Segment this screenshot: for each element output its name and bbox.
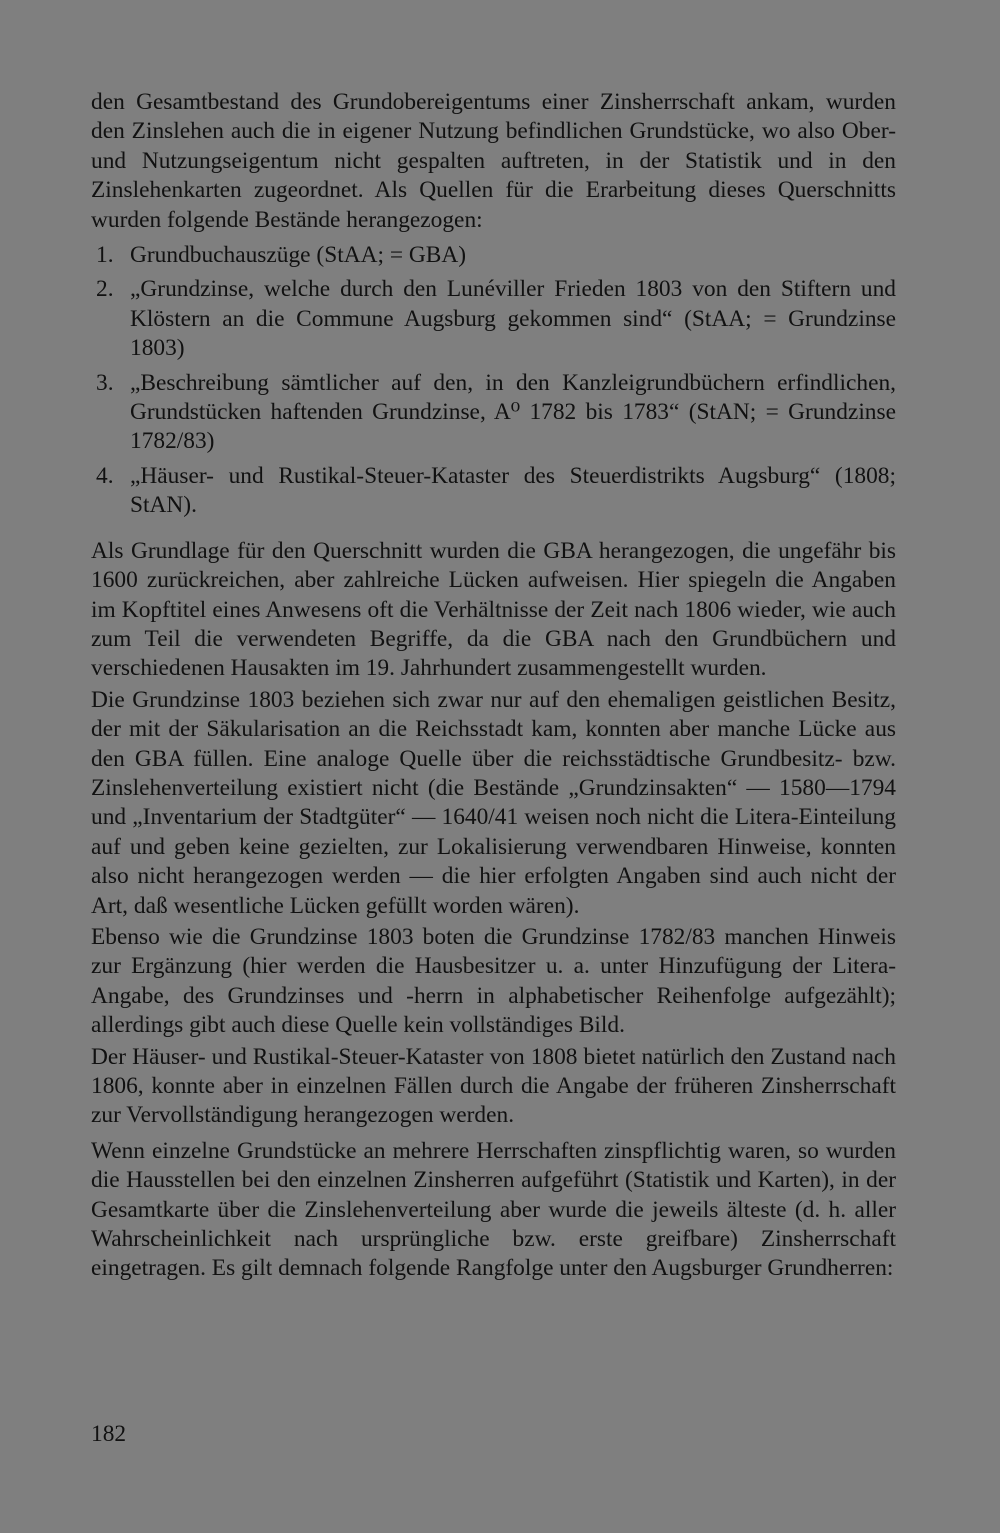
intro-paragraph: den Gesamtbestand des Grundobereigentums einer Zinsherrschaft ankam, wurden den Zinslehen auch die in eigener Nutzung befindlichen Grundstücke, wo also Ober- und Nutzungseigentum nicht gespalten auftreten, in der Statistik und in den Zinslehenkarten zugeordnet. Als Quellen für die Erarbeitung dieses Querschnitts wurden folgende Bestände herangezogen: <box>91 89 896 233</box>
source-number: 4. <box>96 462 114 489</box>
source-item-4 <box>91 462 896 521</box>
source-list <box>91 241 896 521</box>
paragraph-grundzinse-1782: Ebenso wie die Grundzinse 1803 boten die Grundzinse 1782/83 manchen Hinweis zur Ergänzung (hier werden die Hausbesitzer u. a. unter Hinzufügung der Litera-Angabe, des Grundzinses und -herrn in alphabetischer Reihenfolge aufgezählt); allerdings gibt auch diese Quelle kein vollständiges Bild. <box>91 923 896 1039</box>
page-body <box>91 88 896 1488</box>
source-text: „Häuser- und Rustikal-Steuer-Kataster des Steuerdistrikts Augsburg“ (1808; StAN). <box>130 462 896 519</box>
source-number: 2. <box>96 276 114 303</box>
paragraph-rangfolge: Wenn einzelne Grundstücke an mehrere Herrschaften zinspflichtig waren, so wurden die Hausstellen bei den einzelnen Zinsherren aufgeführt (Statistik und Karten), in der Gesamtkarte über die Zinslehenverteilung aber wurde die jeweils älteste (d. h. aller Wahrscheinlichkeit nach ursprüngliche bzw. erste greifbare) Zinsherrschaft eingetragen. Es gilt demnach folgende Rangfolge unter den Augsburger Grundherren: <box>91 1137 896 1282</box>
source-text: „Grundzinse, welche durch den Lunéviller Frieden 1803 von den Stiftern und Klöstern an die Commune Augsburg gekommen sind“ (StAA; = Grundzinse 1803) <box>130 276 896 362</box>
source-item-3 <box>91 369 896 457</box>
paragraph-grundzinse-1803: Die Grundzinse 1803 beziehen sich zwar nur auf den ehemaligen geistlichen Besitz, der mit der Säkularisation an die Reichsstadt kam, konnten aber manche Lücke aus den GBA füllen. Eine analoge Quelle über die reichsstädtische Grundbesitz- bzw. Zinslehenverteilung existiert nicht (die Bestände „Grundzinsakten“ — 1580—1794 und „Inventarium der Stadtgüter“ — 1640/41 weisen noch nicht die Litera-Einteilung auf und geben keine gezielten, zur Lokalisierung verwendbaren Hinweise, konnten also nicht herangezogen werden — die hier erfolgten Angaben sind auch nicht der Art, daß wesentliche Lücken gefüllt worden wären). <box>91 686 896 919</box>
source-item-2 <box>91 275 896 363</box>
source-text: Grundbuchauszüge (StAA; = GBA) <box>130 242 467 269</box>
source-number: 3. <box>96 369 114 396</box>
source-text: „Beschreibung sämtlicher auf den, in den Kanzleigrundbüchern erfindlichen, Grundstücken haftenden Grundzinse, A⁰ 1782 bis 1783“ (StAN; = Grundzinse 1782/83) <box>130 369 896 455</box>
paragraph-gba: Als Grundlage für den Querschnitt wurden die GBA herangezogen, die ungefähr bis 1600 zurückreichen, aber zahlreiche Lücken aufweisen. Hier spiegeln die Angaben im Kopftitel eines Anwesens oft die Verhältnisse der Zeit nach 1806 wieder, wie auch zum Teil die verwendeten Begriffe, da die GBA nach den Grundbüchern und verschiedenen Hausakten im 19. Jahrhundert zusammengestellt wurden. <box>91 537 896 682</box>
paragraph-kataster: Der Häuser- und Rustikal-Steuer-Kataster von 1808 bietet natürlich den Zustand nach 1806, konnte aber in einzelnen Fällen durch die Angabe der früheren Zinsherrschaft zur Vervollständigung herangezogen werden. <box>91 1043 896 1129</box>
source-number: 1. <box>96 242 114 269</box>
source-item-1 <box>91 241 896 270</box>
page-number: 182 <box>91 1421 127 1447</box>
